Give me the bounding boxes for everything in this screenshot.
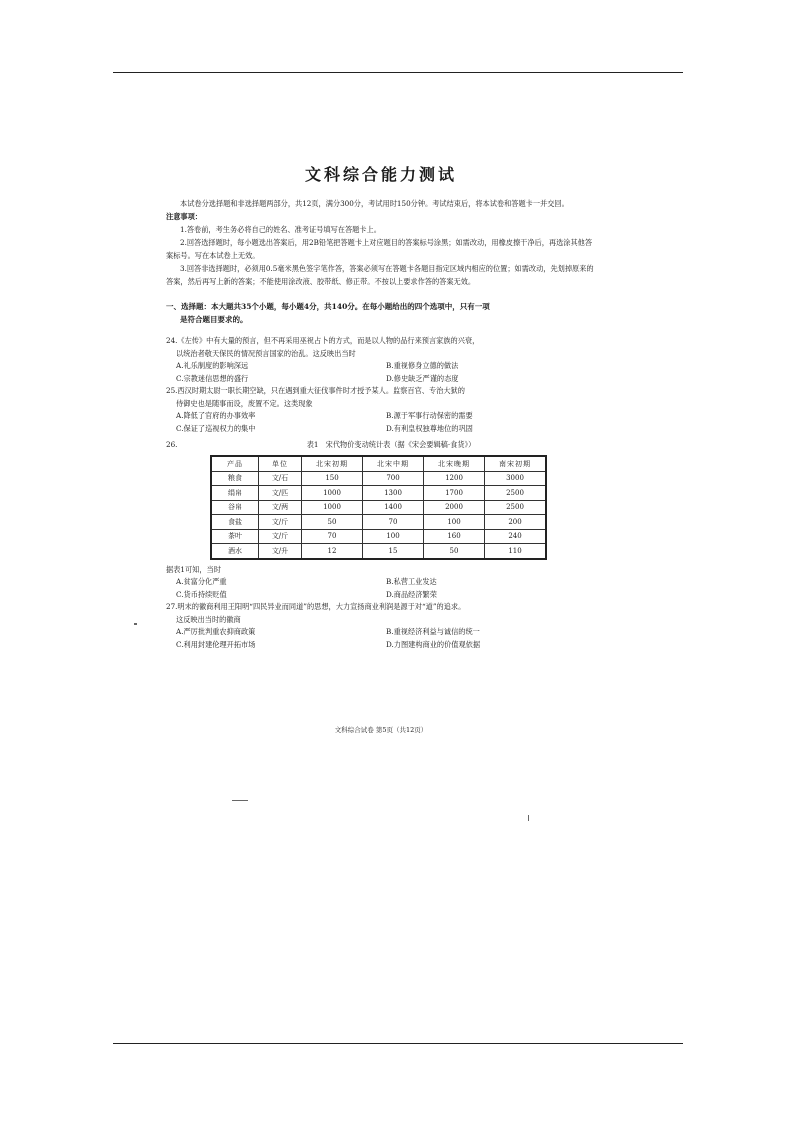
- bottom-rule: [113, 1043, 683, 1044]
- section-heading: [166, 300, 596, 326]
- table-cell: 150: [302, 471, 363, 486]
- price-table: [210, 455, 547, 560]
- table-cell: 2500: [485, 500, 547, 515]
- table-cell: 200: [485, 515, 547, 530]
- table-cell: 文/斤: [259, 515, 302, 530]
- page-title: 文科综合能力测试: [304, 165, 457, 184]
- question-26-options: [166, 564, 596, 602]
- option-d: D.有利皇权独尊地位的巩固: [386, 423, 473, 433]
- option-b: B.重视经济利益与诚信的统一: [386, 627, 480, 636]
- table-cell: 文/匹: [259, 486, 302, 501]
- table-cell: 50: [302, 515, 363, 530]
- table-cell: 谷帛: [211, 500, 259, 515]
- table-cell: 110: [485, 544, 547, 559]
- table-cell: 100: [363, 529, 424, 544]
- option-a: A.降低了官府的办事效率: [176, 411, 256, 420]
- scan-speck: [232, 800, 248, 801]
- table-cell: 食盐: [211, 515, 259, 530]
- table-cell: 茶叶: [211, 529, 259, 544]
- table-cell: 100: [424, 515, 485, 530]
- table-cell: 12: [302, 544, 363, 559]
- page-footer: 文科综合试卷 第5页（共12页）: [334, 726, 428, 734]
- table-cell: 1000: [302, 486, 363, 501]
- table-row: [211, 471, 546, 486]
- table-cell: 3000: [485, 471, 547, 486]
- table-cell: 70: [363, 515, 424, 530]
- header-cell: 北宋初期: [302, 456, 363, 471]
- option-a: A.礼乐制度的影响深远: [176, 361, 249, 370]
- notice-item: 2.回答选择题时，每小题选出答案后，用2B铅笔把答题卡上对应题目的答案标号涂黑；如需改动，用橡皮擦干净后，再选涂其他答案标号。写在本试卷上无效。: [166, 238, 593, 260]
- table-cell: 绢帛: [211, 486, 259, 501]
- table-cell: 700: [363, 471, 424, 486]
- option-b: B.源于军事行动保密的需要: [386, 411, 473, 420]
- table-cell: 15: [363, 544, 424, 559]
- question-stem: 25.西汉时期太尉一职长期空缺，只在遇到重大征伐事件时才授予某人。监察百官、专治大狱的: [166, 386, 465, 395]
- option-c: C.利用封建伦理开拓市场: [176, 639, 256, 649]
- option-d: D.力图建构商业的价值观依据: [386, 639, 481, 649]
- table-cell: 160: [424, 529, 485, 544]
- section-line: 是符合题目要求的。: [180, 315, 248, 324]
- scan-speck: [134, 623, 137, 625]
- header-cell: 北宋中期: [363, 456, 424, 471]
- table-row: [211, 544, 546, 559]
- question-stem: 侍御史也是随事而设，废置不定。这类现象: [176, 398, 313, 408]
- notice-item: 1.答卷前，考生务必将自己的姓名、准考证号填写在答题卡上。: [180, 225, 381, 234]
- table-cell: 1300: [363, 486, 424, 501]
- option-a: A.贫富分化严重: [176, 577, 227, 586]
- table-row: [211, 515, 546, 530]
- table-cell: 粮食: [211, 471, 259, 486]
- table-row: [211, 529, 546, 544]
- section-line: 一、选择题：本大题共35个小题，每小题4分，共140分。在每小题给出的四个选项中，只有一项: [166, 302, 490, 311]
- table-cell: 1200: [424, 471, 485, 486]
- table-cell: 2500: [485, 486, 547, 501]
- scan-speck: [528, 815, 529, 821]
- option-b: B.重视修身立德的做法: [386, 361, 459, 370]
- question-stem: 27.明末的徽商利用王阳明“四民异业而同道”的思想，大力宣扬商业利润是源于对“道”的追求。: [166, 602, 466, 611]
- option-c: C.货币持续贬值: [176, 589, 227, 599]
- option-d: D.商品经济繁荣: [386, 589, 437, 599]
- table-cell: 70: [302, 529, 363, 544]
- option-a: A.严厉批判重农抑商政策: [176, 627, 256, 636]
- table-cell: 文/升: [259, 544, 302, 559]
- option-c: C.保证了巡视权力的集中: [176, 423, 256, 433]
- table-header-row: [211, 456, 546, 471]
- question-25: [166, 385, 596, 435]
- exam-page: [166, 150, 596, 770]
- question-26: [166, 439, 596, 560]
- header-cell: 北宋晚期: [424, 456, 485, 471]
- table-cell: 文/两: [259, 500, 302, 515]
- table-cell: 文/石: [259, 471, 302, 486]
- question-24: [166, 335, 596, 385]
- table-cell: 50: [424, 544, 485, 559]
- notice-item: 3.回答非选择题时，必须用0.5毫米黑色签字笔作答，答案必须写在答题卡各题目指定区域内相应的位置；如需改动，先划掉原来的答案，然后再写上新的答案；不能使用涂改液、胶带纸、修正带。不按以上要求作答的答案无效。: [166, 264, 594, 286]
- table-cell: 1400: [363, 500, 424, 515]
- table-cell: 文/斤: [259, 529, 302, 544]
- table-cell: 240: [485, 529, 547, 544]
- table-row: [211, 486, 546, 501]
- header-cell: 产品: [211, 456, 259, 471]
- table-cell: 酒水: [211, 544, 259, 559]
- question-stem: 据表1可知，当时: [166, 564, 221, 574]
- table-cell: 1700: [424, 486, 485, 501]
- intro-text: 本试卷分选择题和非选择题两部分，共12页，满分300分，考试用时150分钟。考试结束后，将本试卷和答题卡一并交回。: [180, 199, 569, 208]
- question-27: [166, 601, 596, 651]
- option-c: C.宗教迷信思想的盛行: [176, 373, 249, 383]
- table-caption: 表1 宋代物价变动统计表（据《宋会要辑稿·食货》）: [306, 440, 476, 449]
- table-cell: 2000: [424, 500, 485, 515]
- table-cell: 1000: [302, 500, 363, 515]
- table-row: [211, 500, 546, 515]
- header-cell: 单位: [259, 456, 302, 471]
- option-d: D.修史缺乏严谨的态度: [386, 373, 459, 383]
- question-stem: 这反映出当时的徽商: [176, 614, 241, 624]
- question-number: 26.: [166, 440, 178, 449]
- option-b: B.私营工业发达: [386, 577, 437, 586]
- notice-heading: 注意事项：: [166, 212, 202, 221]
- header-cell: 南宋初期: [485, 456, 547, 471]
- question-stem: 以统治者敬天保民的情况预言国家的治乱。这反映出当时: [176, 348, 356, 358]
- top-rule: [113, 72, 683, 73]
- question-stem: 24.《左传》中有大量的预言，但不再采用巫祝占卜的方式，而是以人物的品行来预言家族的兴衰，: [166, 336, 480, 345]
